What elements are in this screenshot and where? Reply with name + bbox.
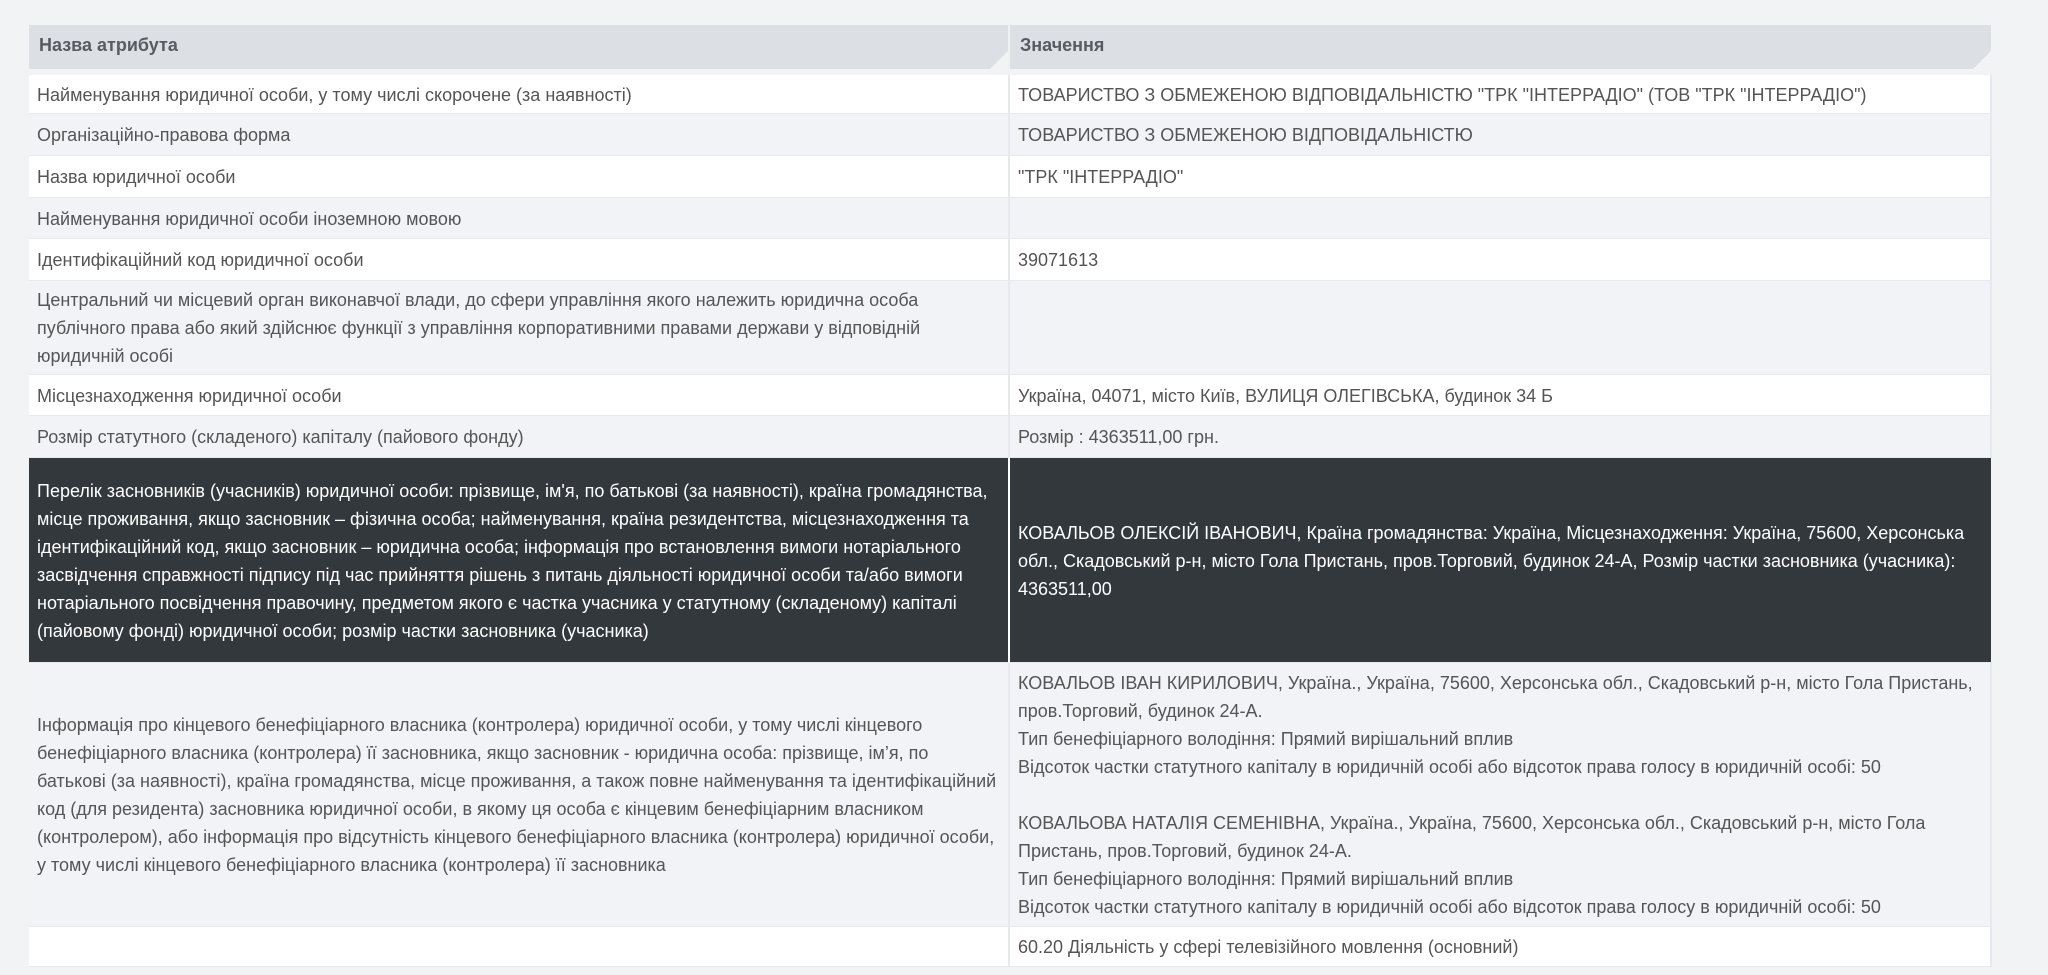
column-header-attribute[interactable] <box>29 25 1009 72</box>
attribute-label: Назва юридичної особи <box>29 155 1009 197</box>
attribute-value <box>1009 280 1991 374</box>
beneficiary-type: Тип бенефіціарного володіння: Прямий вирішальний вплив <box>1018 729 1514 749</box>
attribute-value: КОВАЛЬОВ ОЛЕКСІЙ ІВАНОВИЧ, Країна громадянства: Україна, Місцезнаходження: Україна, 75600, Херсонська обл., Скадовський р-н, місто Гола Пристань, пров.Торговий, будинок 24-А, Розмір частки засновника (учасника): 4363511,00 <box>1009 457 1991 662</box>
table-row <box>29 662 1991 926</box>
beneficiary-type: Тип бенефіціарного володіння: Прямий вирішальний вплив <box>1018 869 1514 889</box>
beneficiary-share: Відсоток частки статутного капіталу в юридичній особі або відсоток права голосу в юридичній особі: 50 <box>1018 757 1881 777</box>
attribute-label: Місцезнаходження юридичної особи <box>29 374 1009 415</box>
attribute-label: Найменування юридичної особи іноземною мовою <box>29 197 1009 238</box>
beneficiaries-value <box>1009 662 1991 926</box>
beneficiary-share: Відсоток частки статутного капіталу в юридичній особі або відсоток права голосу в юридичній особі: 50 <box>1018 897 1881 917</box>
sort-corner-icon <box>990 51 1008 69</box>
attribute-label <box>29 926 1009 966</box>
attribute-label: Найменування юридичної особи, у тому числі скорочене (за наявності) <box>29 72 1009 113</box>
beneficiary-name: КОВАЛЬОВА НАТАЛІЯ СЕМЕНІВНА, Україна., Україна, 75600, Херсонська обл., Скадовський р-н, місто Гола Пристань, пров.Торговий, будинок 24-А. <box>1018 813 1926 861</box>
attribute-value: "ТРК "ІНТЕРРАДІО" <box>1009 155 1991 197</box>
table-row <box>29 415 1991 457</box>
table-row <box>29 238 1991 280</box>
table-row-highlighted[interactable] <box>29 457 1991 662</box>
attribute-label: Організаційно-правова форма <box>29 113 1009 155</box>
attribute-value: ТОВАРИСТВО З ОБМЕЖЕНОЮ ВІДПОВІДАЛЬНІСТЮ "ТРК "ІНТЕРРАДІО" (ТОВ "ТРК "ІНТЕРРАДІО") <box>1009 72 1991 113</box>
attribute-value: 60.20 Діяльність у сфері телевізійного мовлення (основний) <box>1009 926 1991 966</box>
attribute-value <box>1009 197 1991 238</box>
table-row <box>29 197 1991 238</box>
attribute-value: ТОВАРИСТВО З ОБМЕЖЕНОЮ ВІДПОВІДАЛЬНІСТЮ <box>1009 113 1991 155</box>
table-row <box>29 374 1991 415</box>
beneficiary-name: КОВАЛЬОВ ІВАН КИРИЛОВИЧ, Україна., Україна, 75600, Херсонська обл., Скадовський р-н, місто Гола Пристань, пров.Торговий, будинок 24-А. <box>1018 673 1973 721</box>
attribute-label: Перелік засновників (учасників) юридичної особи: прізвище, ім'я, по батькові (за наявності), країна громадянства, місце проживання, якщо засновник – фізична особа; найменування, країна резидентства, місцезнаходження та ідентифікаційний код, якщо засновник – юридична особа; інформація про встановлення вимоги нотаріального засвідчення справжності підпису під час прийняття рішень з питань діяльності юридичної особи та/або вимоги нотаріального посвідчення правочину, предметом якого є частка учасника у статутному (складеному) капіталі (пайовому фонді) юридичної особи; розмір частки засновника (учасника) <box>29 457 1009 662</box>
sort-corner-icon <box>1973 51 1991 69</box>
attribute-label: Центральний чи місцевий орган виконавчої влади, до сфери управління якого належить юридична особа публічного права або який здійснює функції з управління корпоративними правами держави у відповідній юридичній особі <box>29 280 1009 374</box>
attribute-label: Ідентифікаційний код юридичної особи <box>29 238 1009 280</box>
attribute-value: Розмір : 4363511,00 грн. <box>1009 415 1991 457</box>
attribute-label: Розмір статутного (складеного) капіталу (пайового фонду) <box>29 415 1009 457</box>
registry-table <box>29 25 1992 967</box>
table-row <box>29 926 1991 966</box>
attribute-value: Україна, 04071, місто Київ, ВУЛИЦЯ ОЛЕГІВСЬКА, будинок 34 Б <box>1009 374 1991 415</box>
column-header-value[interactable] <box>1009 25 1991 72</box>
attribute-value: 39071613 <box>1009 238 1991 280</box>
table-row <box>29 155 1991 197</box>
table-row <box>29 113 1991 155</box>
spacer <box>1018 781 1982 809</box>
table-header-row <box>29 25 1991 72</box>
column-header-value-label: Значення <box>1020 35 1105 55</box>
table-row <box>29 280 1991 374</box>
registry-table-wrapper <box>29 25 1991 967</box>
table-row <box>29 72 1991 113</box>
column-header-attribute-label: Назва атрибута <box>39 35 178 55</box>
attribute-label: Інформація про кінцевого бенефіціарного власника (контролера) юридичної особи, у тому числі кінцевого бенефіціарного власника (контролера) її засновника, якщо засновник - юридична особа: прізвище, ім’я, по батькові (за наявності), країна громадянства, місце проживання, а також повне найменування та ідентифікаційний код (для резидента) засновника юридичної особи, в якому ця особа є кінцевим бенефіціарним власником (контролером), або інформація про відсутність кінцевого бенефіціарного власника (контролера) юридичної особи, у тому числі кінцевого бенефіціарного власника (контролера) її засновника <box>29 662 1009 926</box>
